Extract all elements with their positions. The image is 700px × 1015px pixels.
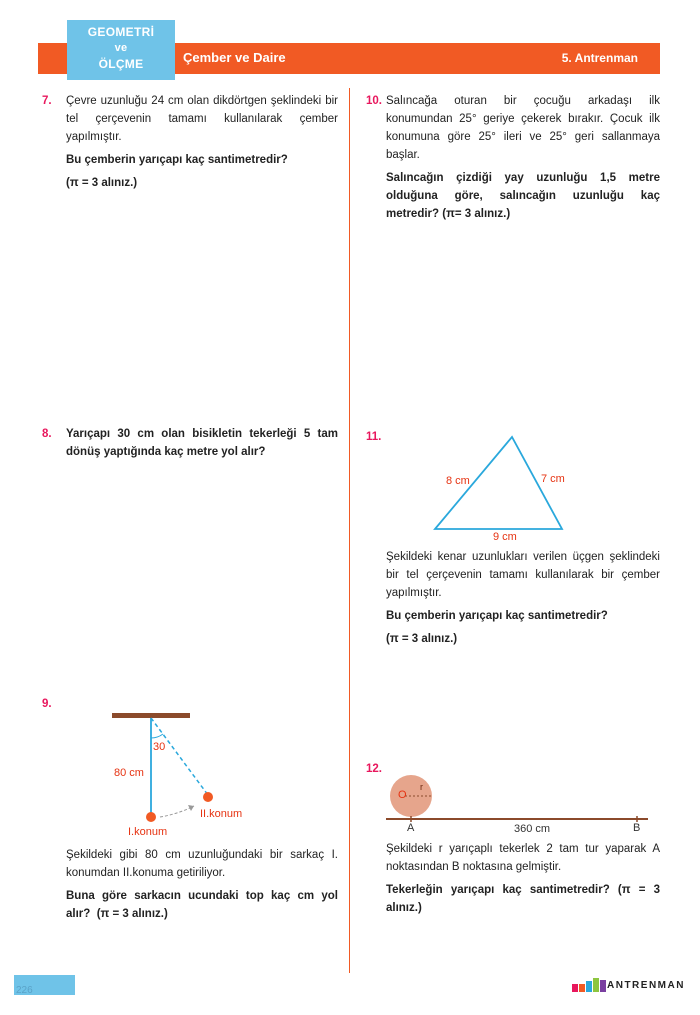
logo-block	[586, 981, 592, 992]
question-12-text	[366, 840, 660, 922]
logo-block	[572, 984, 578, 992]
question-text: Şekildeki r yarıçaplı tekerlek 2 tam tur yaparak A noktasından B noktasına gelmiştir.	[386, 843, 660, 873]
section-label: 5. Antrenman	[561, 51, 638, 65]
question-note: (π = 3 alınız.)	[386, 633, 458, 645]
point-b-label: B	[633, 822, 641, 834]
position-1-label: I.konum	[128, 826, 168, 838]
logo-block	[593, 978, 599, 992]
side-bottom-label: 9 cm	[493, 531, 517, 543]
question-number: 12.	[366, 763, 382, 775]
point-a-label: A	[407, 822, 415, 834]
logo-block	[600, 980, 606, 992]
question-prompt: Tekerleğin yarıçapı kaç santimetredir? (π = 3 alınız.)	[386, 884, 660, 914]
question-note: (π = 3 alınız.)	[66, 177, 138, 189]
question-text: Şekildeki gibi 80 cm uzunluğundaki bir sarkaç I. konumdan II.konuma getiriliyor.	[66, 849, 338, 879]
radius-label: r	[420, 782, 423, 792]
center-label: O	[398, 789, 407, 801]
question-number: 8.	[42, 428, 52, 440]
logo-block	[579, 984, 585, 992]
subject-tag-line2: ve	[114, 42, 128, 54]
page-number: 226	[16, 985, 33, 996]
position-2-label: II.konum	[200, 808, 243, 820]
question-prompt: Bu çemberin yarıçapı kaç santimetredir?	[66, 154, 288, 166]
length-label: 80 cm	[114, 767, 144, 779]
question-prompt-main: Buna göre sarkacın ucundaki top kaç cm yol alır?	[66, 890, 338, 920]
subject-tag-line1: GEOMETRİ	[87, 25, 155, 39]
question-text: Salıncağa oturan bir çocuğu arkadaşı ilk konumundan 25° geriye çekerek bırakır. Çocuk ilk konumuna göre 25° ileri ve 25° geri sallanmaya başlar.	[386, 95, 660, 161]
question-number: 11.	[366, 431, 382, 443]
question-number: 10.	[366, 95, 382, 107]
question-prompt: Yarıçapı 30 cm olan bisikletin tekerleği 5 tam dönüş yaptığında kaç metre yol alır?	[66, 428, 338, 458]
brand-name: ANTRENMAN	[607, 980, 685, 991]
angle-label: 30	[153, 741, 166, 753]
subject-tag-line3: ÖLÇME	[98, 57, 144, 71]
question-note: (π = 3 alınız.)	[96, 908, 168, 920]
side-left-label: 8 cm	[446, 475, 470, 487]
question-text: Çevre uzunluğu 24 cm olan dikdörtgen şeklindeki bir tel çerçevenin tamamı kullanılarak çember yapılmıştır.	[66, 95, 338, 143]
question-number: 7.	[42, 95, 52, 107]
question-text: Şekildeki kenar uzunlukları verilen üçgen şeklindeki bir tel çerçevenin tamamı kullanılarak bir çember yapılmıştır.	[386, 551, 660, 599]
question-prompt: Salıncağın çizdiği yay uzunluğu 1,5 metre olduğuna göre, salıncağın uzunluğu kaç metredir? (π= 3 alınız.)	[386, 172, 660, 220]
question-number: 9.	[42, 698, 52, 710]
page-title: Çember ve Daire	[183, 50, 286, 65]
page-number-tab	[14, 975, 75, 995]
side-right-label: 7 cm	[541, 473, 565, 485]
question-prompt: Bu çemberin yarıçapı kaç santimetredir?	[386, 610, 608, 622]
distance-label: 360 cm	[514, 823, 551, 835]
